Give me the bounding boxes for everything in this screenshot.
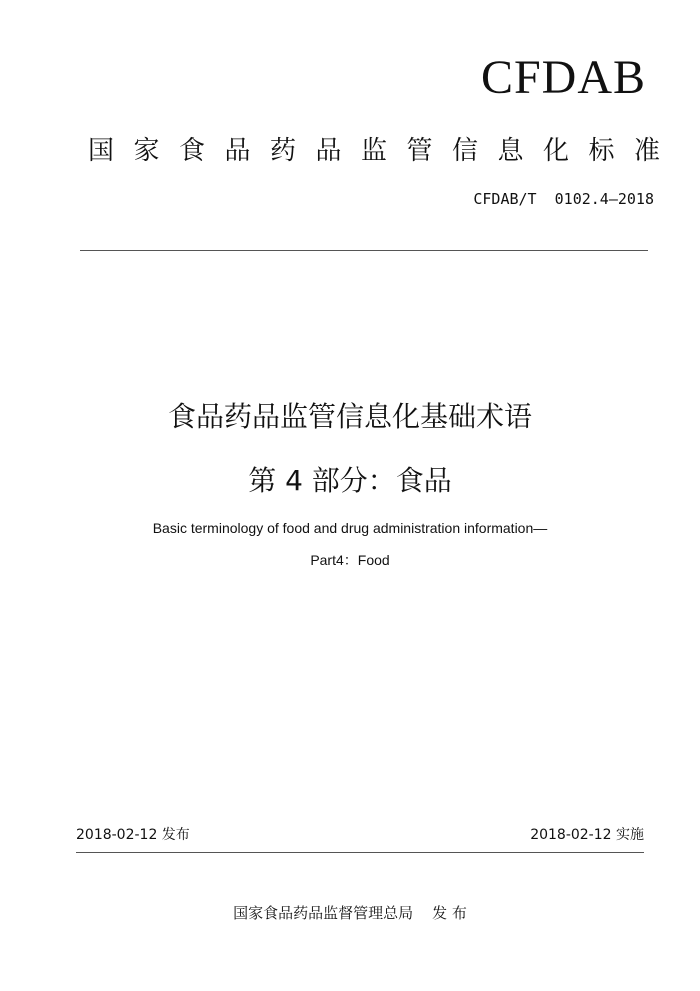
standard-category-title: 国家食品药品监管信息化标准: [88, 136, 680, 166]
document-part-english: Part4：Food: [310, 552, 390, 568]
cfdab-logo-text: CFDAB: [480, 51, 646, 104]
document-title-english: Basic terminology of food and drug administration information—: [152, 520, 548, 536]
release-date: 2018-02-12 发布: [76, 827, 190, 843]
document-title-chinese: 食品药品监管信息化基础术语: [167, 400, 532, 433]
document-part-chinese: 第 4 部分：食品: [248, 464, 452, 497]
header-divider: [80, 250, 648, 251]
footer-divider: [76, 852, 644, 853]
implementation-date: 2018-02-12 实施: [530, 827, 644, 843]
issuing-authority: 国家食品药品监督管理总局 发 布: [233, 904, 467, 922]
standard-code: CFDAB/T 0102.4—2018: [473, 190, 654, 208]
